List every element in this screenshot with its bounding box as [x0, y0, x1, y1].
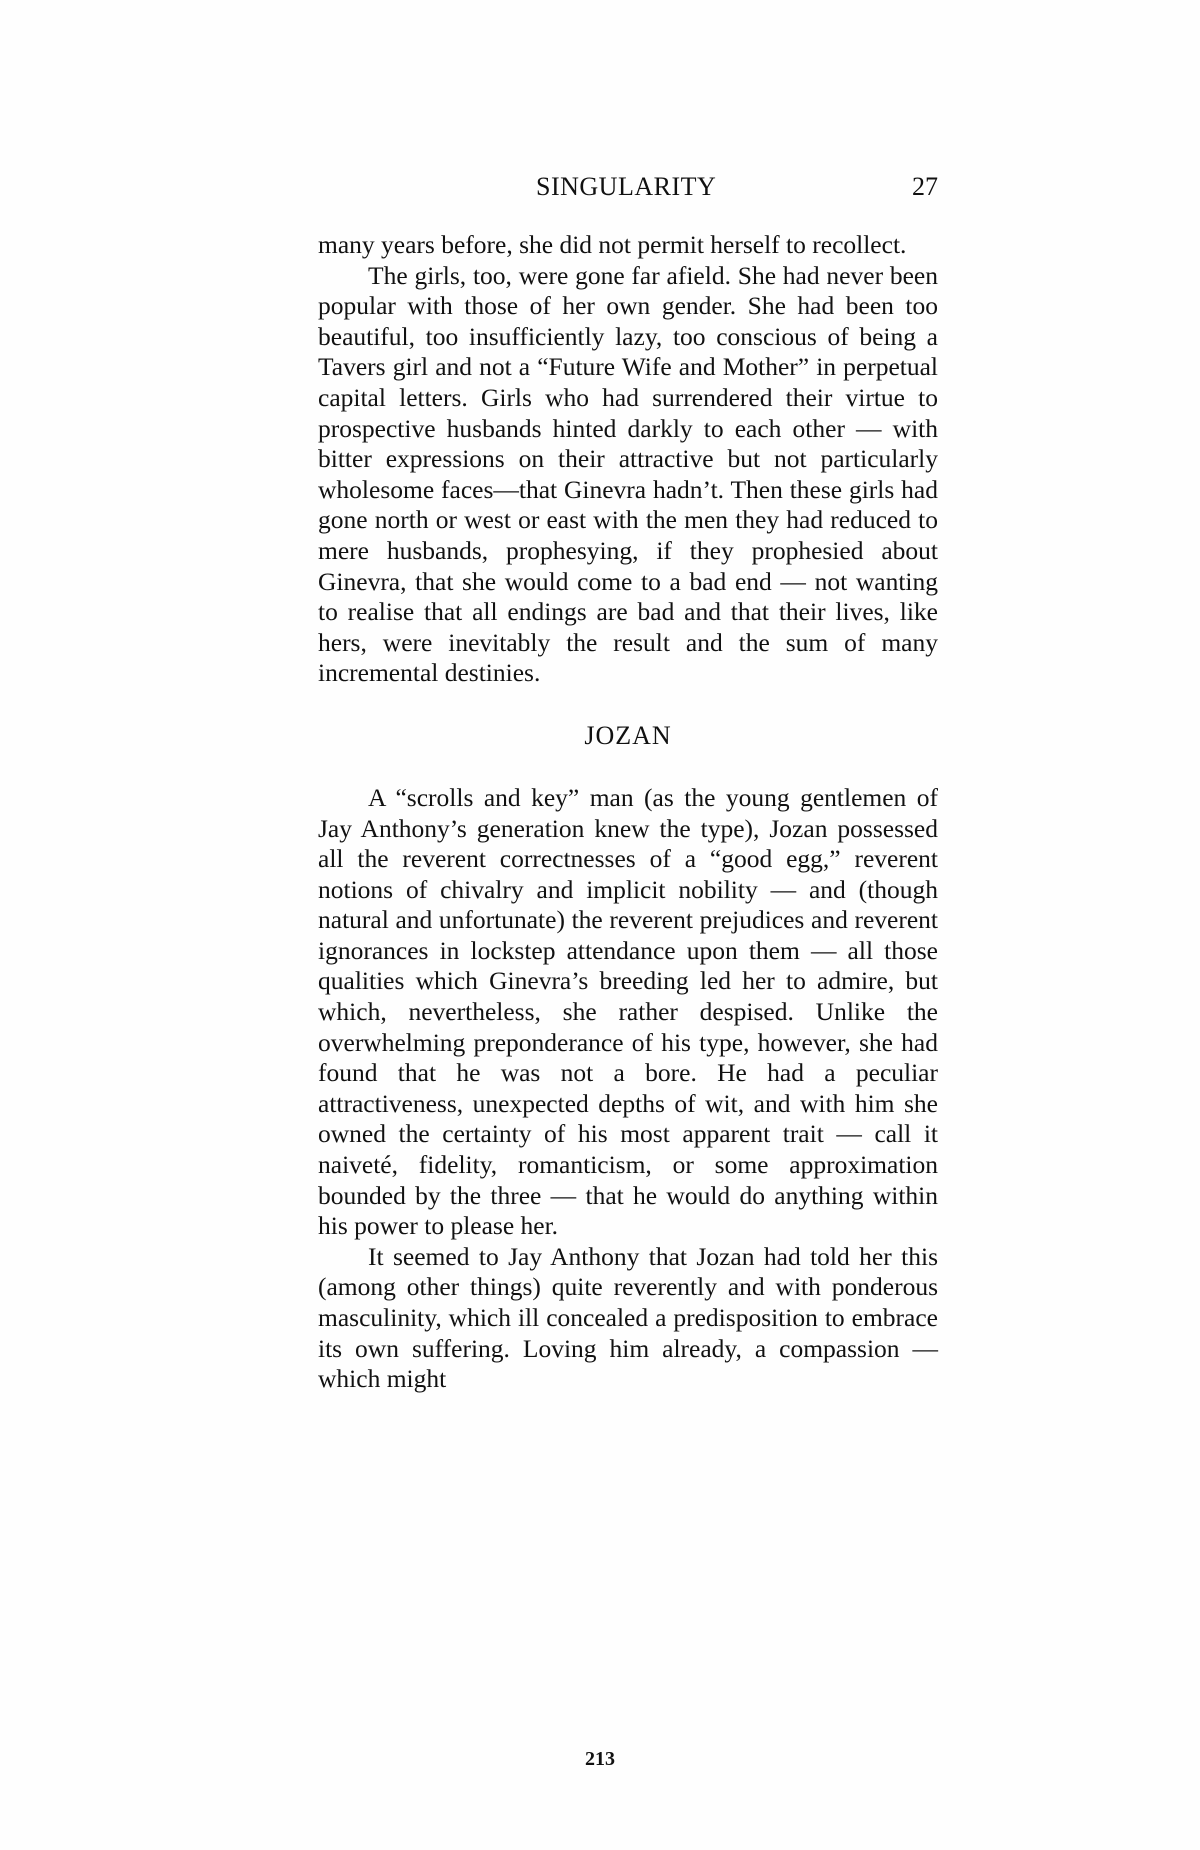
section-heading: JOZAN	[584, 720, 672, 750]
body-text	[318, 230, 938, 1395]
folio: 213	[585, 1748, 615, 1770]
running-title: SINGULARITY	[536, 172, 717, 201]
running-head	[318, 170, 938, 204]
paragraph: The girls, too, were gone far afield. She had never been popular with those of her own gender. She had been too beautiful, too insufficiently lazy, too conscious of being a Tavers girl and not a “Future Wife and Mother” in perpetual capital letters. Girls who had surrendered their virtue to prospective husbands hinted darkly to each other — with bitter expressions on their attractive but not particularly wholesome faces—that Ginevra hadn’t. Then these girls had gone north or west or east with the men they had reduced to mere husbands, prophesying, if they prophesied about Ginevra, that she would come to a bad end — not wanting to realise that all endings are bad and that their lives, like hers, were inevitably the result and the sum of many incremental destinies.	[318, 260, 938, 688]
page-number: 27	[912, 172, 938, 201]
paragraph-continued: many years before, she did not permit herself to recollect.	[318, 230, 907, 259]
paragraph: It seemed to Jay Anthony that Jozan had told her this (among other things) quite reverently and with ponderous masculinity, which ill concealed a predisposition to embrace its own suffering. Loving him already, a compassion — which might	[318, 1241, 938, 1394]
paragraph: A “scrolls and key” man (as the young gentlemen of Jay Anthony’s generation knew the type), Jozan possessed all the reverent correctnesses of a “good egg,” reverent notions of chivalry and implicit nobility — and (though natural and unfortunate) the reverent prejudices and reverent ignorances in lockstep attendance upon them — all those qualities which Ginevra’s breeding led her to admire, but which, nevertheless, she rather despised. Unlike the overwhelming preponderance of his type, however, she had found that he was not a bore. He had a peculiar attractiveness, unexpected depths of wit, and with him she owned the certainty of his most apparent trait — call it naiveté, fidelity, romanticism, or some approximation bounded by the three — that he would do anything within his power to please her.	[318, 782, 938, 1241]
